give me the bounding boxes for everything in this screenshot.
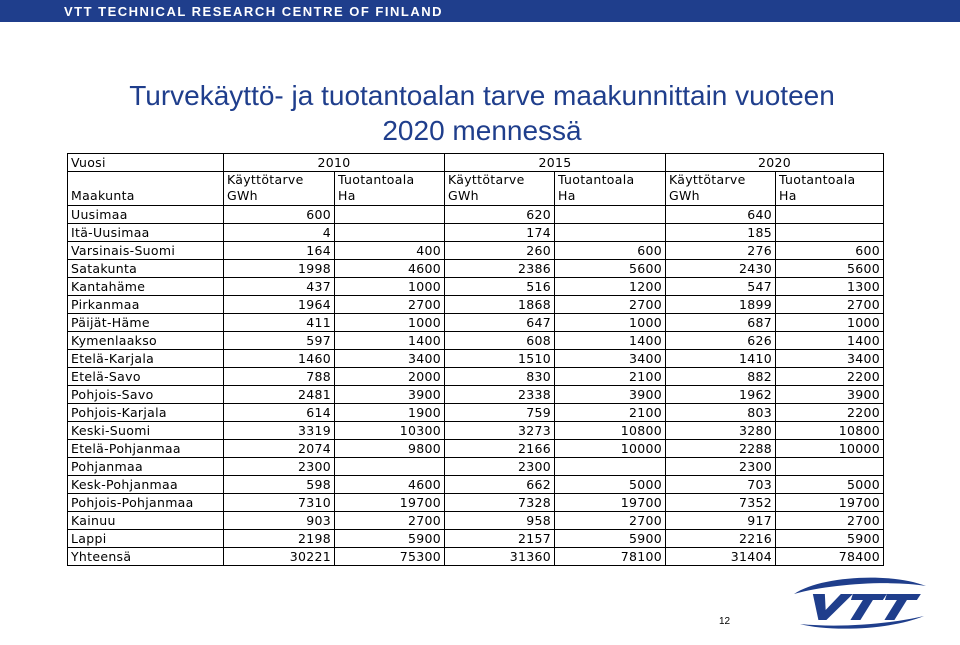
tuotantoala-cell: 10800 [555, 422, 666, 440]
table-row [68, 512, 884, 530]
tuotantoala-cell: 1000 [335, 278, 445, 296]
tuotantoala-cell: 1000 [776, 314, 884, 332]
kayttotarve-cell: 3280 [666, 422, 776, 440]
kayttotarve-cell: 903 [224, 512, 335, 530]
kayttotarve-cell: 2216 [666, 530, 776, 548]
tuotantoala-cell: 5600 [555, 260, 666, 278]
logo-swoosh-top [794, 578, 926, 594]
kayttotarve-cell: 31360 [445, 548, 555, 566]
tuotantoala-cell: 1400 [776, 332, 884, 350]
tuotantoala-cell: 2700 [335, 512, 445, 530]
tuotantoala-cell: 2100 [555, 368, 666, 386]
region-name: Uusimaa [68, 206, 224, 224]
kayttotarve-cell: 7310 [224, 494, 335, 512]
year-2010: 2010 [224, 154, 445, 172]
tuotantoala-cell: 19700 [335, 494, 445, 512]
kayttotarve-cell: 3319 [224, 422, 335, 440]
kayttotarve-cell: 7328 [445, 494, 555, 512]
col-kayttotarve-2020-top: Käyttötarve [666, 172, 776, 189]
tuotantoala-cell: 2000 [335, 368, 445, 386]
kayttotarve-cell: 2338 [445, 386, 555, 404]
year-header-row [68, 154, 884, 172]
kayttotarve-cell: 185 [666, 224, 776, 242]
tuotantoala-cell [776, 224, 884, 242]
col-tuotantoala-2020-unit: Ha [776, 188, 884, 206]
tuotantoala-cell: 5900 [776, 530, 884, 548]
table-row [68, 242, 884, 260]
region-name: Etelä-Pohjanmaa [68, 440, 224, 458]
tuotantoala-cell: 1900 [335, 404, 445, 422]
kayttotarve-cell: 547 [666, 278, 776, 296]
table-row [68, 278, 884, 296]
region-name: Päijät-Häme [68, 314, 224, 332]
org-name: VTT TECHNICAL RESEARCH CENTRE OF FINLAND [64, 4, 443, 19]
region-name: Satakunta [68, 260, 224, 278]
kayttotarve-cell: 1410 [666, 350, 776, 368]
table-row [68, 314, 884, 332]
kayttotarve-cell: 687 [666, 314, 776, 332]
kayttotarve-cell: 626 [666, 332, 776, 350]
kayttotarve-cell: 1964 [224, 296, 335, 314]
kayttotarve-cell: 1460 [224, 350, 335, 368]
region-name: Kymenlaakso [68, 332, 224, 350]
tuotantoala-cell: 2700 [776, 512, 884, 530]
table-row [68, 296, 884, 314]
kayttotarve-cell: 174 [445, 224, 555, 242]
table-row [68, 206, 884, 224]
tuotantoala-cell: 5900 [555, 530, 666, 548]
region-name: Pohjanmaa [68, 458, 224, 476]
kayttotarve-cell: 703 [666, 476, 776, 494]
tuotantoala-cell: 2100 [555, 404, 666, 422]
kayttotarve-cell: 803 [666, 404, 776, 422]
kayttotarve-cell: 3273 [445, 422, 555, 440]
kayttotarve-cell: 1868 [445, 296, 555, 314]
col-tuotantoala-2015-top: Tuotantoala [555, 172, 666, 189]
tuotantoala-cell: 78100 [555, 548, 666, 566]
kayttotarve-cell: 917 [666, 512, 776, 530]
title-line-2: 2020 mennessä [382, 115, 582, 146]
kayttotarve-cell: 2288 [666, 440, 776, 458]
col-kayttotarve-2020-unit: GWh [666, 188, 776, 206]
table-row [68, 386, 884, 404]
tuotantoala-cell: 2700 [335, 296, 445, 314]
tuotantoala-cell: 1400 [555, 332, 666, 350]
region-name: Lappi [68, 530, 224, 548]
kayttotarve-cell: 640 [666, 206, 776, 224]
kayttotarve-cell: 597 [224, 332, 335, 350]
tuotantoala-cell: 1300 [776, 278, 884, 296]
kayttotarve-cell: 4 [224, 224, 335, 242]
tuotantoala-cell: 400 [335, 242, 445, 260]
tuotantoala-cell: 5600 [776, 260, 884, 278]
title-line-1: Turvekäyttö- ja tuotantoalan tarve maakunnittain vuoteen [129, 80, 835, 111]
col-tuotantoala-2020-top: Tuotantoala [776, 172, 884, 189]
tuotantoala-cell: 4600 [335, 476, 445, 494]
region-name: Pirkanmaa [68, 296, 224, 314]
region-name: Kantahäme [68, 278, 224, 296]
table-row [68, 224, 884, 242]
page-number: 12 [719, 616, 731, 627]
table-row [68, 476, 884, 494]
table-row [68, 494, 884, 512]
tuotantoala-cell: 600 [555, 242, 666, 260]
tuotantoala-cell: 2700 [555, 296, 666, 314]
kayttotarve-cell: 276 [666, 242, 776, 260]
kayttotarve-cell: 1962 [666, 386, 776, 404]
kayttotarve-cell: 2300 [445, 458, 555, 476]
kayttotarve-cell: 164 [224, 242, 335, 260]
tuotantoala-cell: 3900 [335, 386, 445, 404]
kayttotarve-cell: 2166 [445, 440, 555, 458]
kayttotarve-cell: 1899 [666, 296, 776, 314]
table-row [68, 548, 884, 566]
header-bar [0, 0, 960, 22]
year-2015: 2015 [445, 154, 666, 172]
kayttotarve-cell: 2300 [224, 458, 335, 476]
tuotantoala-cell: 1400 [335, 332, 445, 350]
table-row [68, 332, 884, 350]
tuotantoala-cell: 10000 [555, 440, 666, 458]
tuotantoala-cell: 9800 [335, 440, 445, 458]
kayttotarve-cell: 516 [445, 278, 555, 296]
region-name: Pohjois-Savo [68, 386, 224, 404]
tuotantoala-cell: 75300 [335, 548, 445, 566]
kayttotarve-cell: 1510 [445, 350, 555, 368]
kayttotarve-cell: 882 [666, 368, 776, 386]
kayttotarve-cell: 598 [224, 476, 335, 494]
kayttotarve-cell: 2430 [666, 260, 776, 278]
tuotantoala-cell: 10800 [776, 422, 884, 440]
tuotantoala-cell: 3900 [776, 386, 884, 404]
tuotantoala-cell: 3400 [776, 350, 884, 368]
table-row [68, 260, 884, 278]
col-tuotantoala-2010-top: Tuotantoala [335, 172, 445, 189]
maakunta-label: Maakunta [68, 188, 224, 206]
kayttotarve-cell: 662 [445, 476, 555, 494]
kayttotarve-cell: 260 [445, 242, 555, 260]
header-spacer [68, 172, 224, 189]
kayttotarve-cell: 2074 [224, 440, 335, 458]
kayttotarve-cell: 788 [224, 368, 335, 386]
col-kayttotarve-2010-top: Käyttötarve [224, 172, 335, 189]
region-name: Etelä-Savo [68, 368, 224, 386]
tuotantoala-cell: 5000 [776, 476, 884, 494]
tuotantoala-cell: 78400 [776, 548, 884, 566]
tuotantoala-cell: 2700 [555, 512, 666, 530]
logo-letters [804, 594, 920, 620]
table-row [68, 458, 884, 476]
kayttotarve-cell: 1998 [224, 260, 335, 278]
table-row [68, 368, 884, 386]
tuotantoala-cell: 5900 [335, 530, 445, 548]
year-2020: 2020 [666, 154, 884, 172]
region-name: Etelä-Karjala [68, 350, 224, 368]
region-name: Pohjois-Pohjanmaa [68, 494, 224, 512]
col-kayttotarve-2010-unit: GWh [224, 188, 335, 206]
peat-demand-table [67, 153, 884, 566]
tuotantoala-cell [335, 206, 445, 224]
col-kayttotarve-2015-top: Käyttötarve [445, 172, 555, 189]
kayttotarve-cell: 2157 [445, 530, 555, 548]
column-header-row-bottom [68, 188, 884, 206]
tuotantoala-cell [776, 458, 884, 476]
vtt-logo [790, 572, 930, 632]
tuotantoala-cell: 4600 [335, 260, 445, 278]
tuotantoala-cell [335, 224, 445, 242]
kayttotarve-cell: 759 [445, 404, 555, 422]
kayttotarve-cell: 620 [445, 206, 555, 224]
tuotantoala-cell: 1000 [335, 314, 445, 332]
kayttotarve-cell: 614 [224, 404, 335, 422]
kayttotarve-cell: 2481 [224, 386, 335, 404]
kayttotarve-cell: 31404 [666, 548, 776, 566]
tuotantoala-cell: 1000 [555, 314, 666, 332]
table-row [68, 440, 884, 458]
column-header-row-top [68, 172, 884, 189]
region-name: Kainuu [68, 512, 224, 530]
kayttotarve-cell: 2386 [445, 260, 555, 278]
tuotantoala-cell: 2700 [776, 296, 884, 314]
tuotantoala-cell: 2200 [776, 368, 884, 386]
region-name: Itä-Uusimaa [68, 224, 224, 242]
region-name: Pohjois-Karjala [68, 404, 224, 422]
tuotantoala-cell: 3400 [555, 350, 666, 368]
region-name: Yhteensä [68, 548, 224, 566]
col-tuotantoala-2015-unit: Ha [555, 188, 666, 206]
tuotantoala-cell: 10000 [776, 440, 884, 458]
kayttotarve-cell: 830 [445, 368, 555, 386]
kayttotarve-cell: 600 [224, 206, 335, 224]
kayttotarve-cell: 30221 [224, 548, 335, 566]
tuotantoala-cell: 2200 [776, 404, 884, 422]
kayttotarve-cell: 2198 [224, 530, 335, 548]
region-name: Varsinais-Suomi [68, 242, 224, 260]
kayttotarve-cell: 437 [224, 278, 335, 296]
kayttotarve-cell: 647 [445, 314, 555, 332]
tuotantoala-cell: 19700 [555, 494, 666, 512]
region-name: Keski-Suomi [68, 422, 224, 440]
vuosi-label: Vuosi [68, 154, 224, 172]
tuotantoala-cell [335, 458, 445, 476]
table-row [68, 422, 884, 440]
tuotantoala-cell [555, 458, 666, 476]
tuotantoala-cell: 600 [776, 242, 884, 260]
tuotantoala-cell [776, 206, 884, 224]
kayttotarve-cell: 958 [445, 512, 555, 530]
table-row [68, 530, 884, 548]
col-tuotantoala-2010-unit: Ha [335, 188, 445, 206]
col-kayttotarve-2015-unit: GWh [445, 188, 555, 206]
tuotantoala-cell [555, 224, 666, 242]
kayttotarve-cell: 411 [224, 314, 335, 332]
tuotantoala-cell: 3900 [555, 386, 666, 404]
tuotantoala-cell: 10300 [335, 422, 445, 440]
kayttotarve-cell: 608 [445, 332, 555, 350]
kayttotarve-cell: 7352 [666, 494, 776, 512]
tuotantoala-cell: 19700 [776, 494, 884, 512]
tuotantoala-cell: 1200 [555, 278, 666, 296]
table-row [68, 350, 884, 368]
table-row [68, 404, 884, 422]
tuotantoala-cell: 3400 [335, 350, 445, 368]
page-title [64, 78, 900, 148]
tuotantoala-cell [555, 206, 666, 224]
tuotantoala-cell: 5000 [555, 476, 666, 494]
kayttotarve-cell: 2300 [666, 458, 776, 476]
region-name: Kesk-Pohjanmaa [68, 476, 224, 494]
